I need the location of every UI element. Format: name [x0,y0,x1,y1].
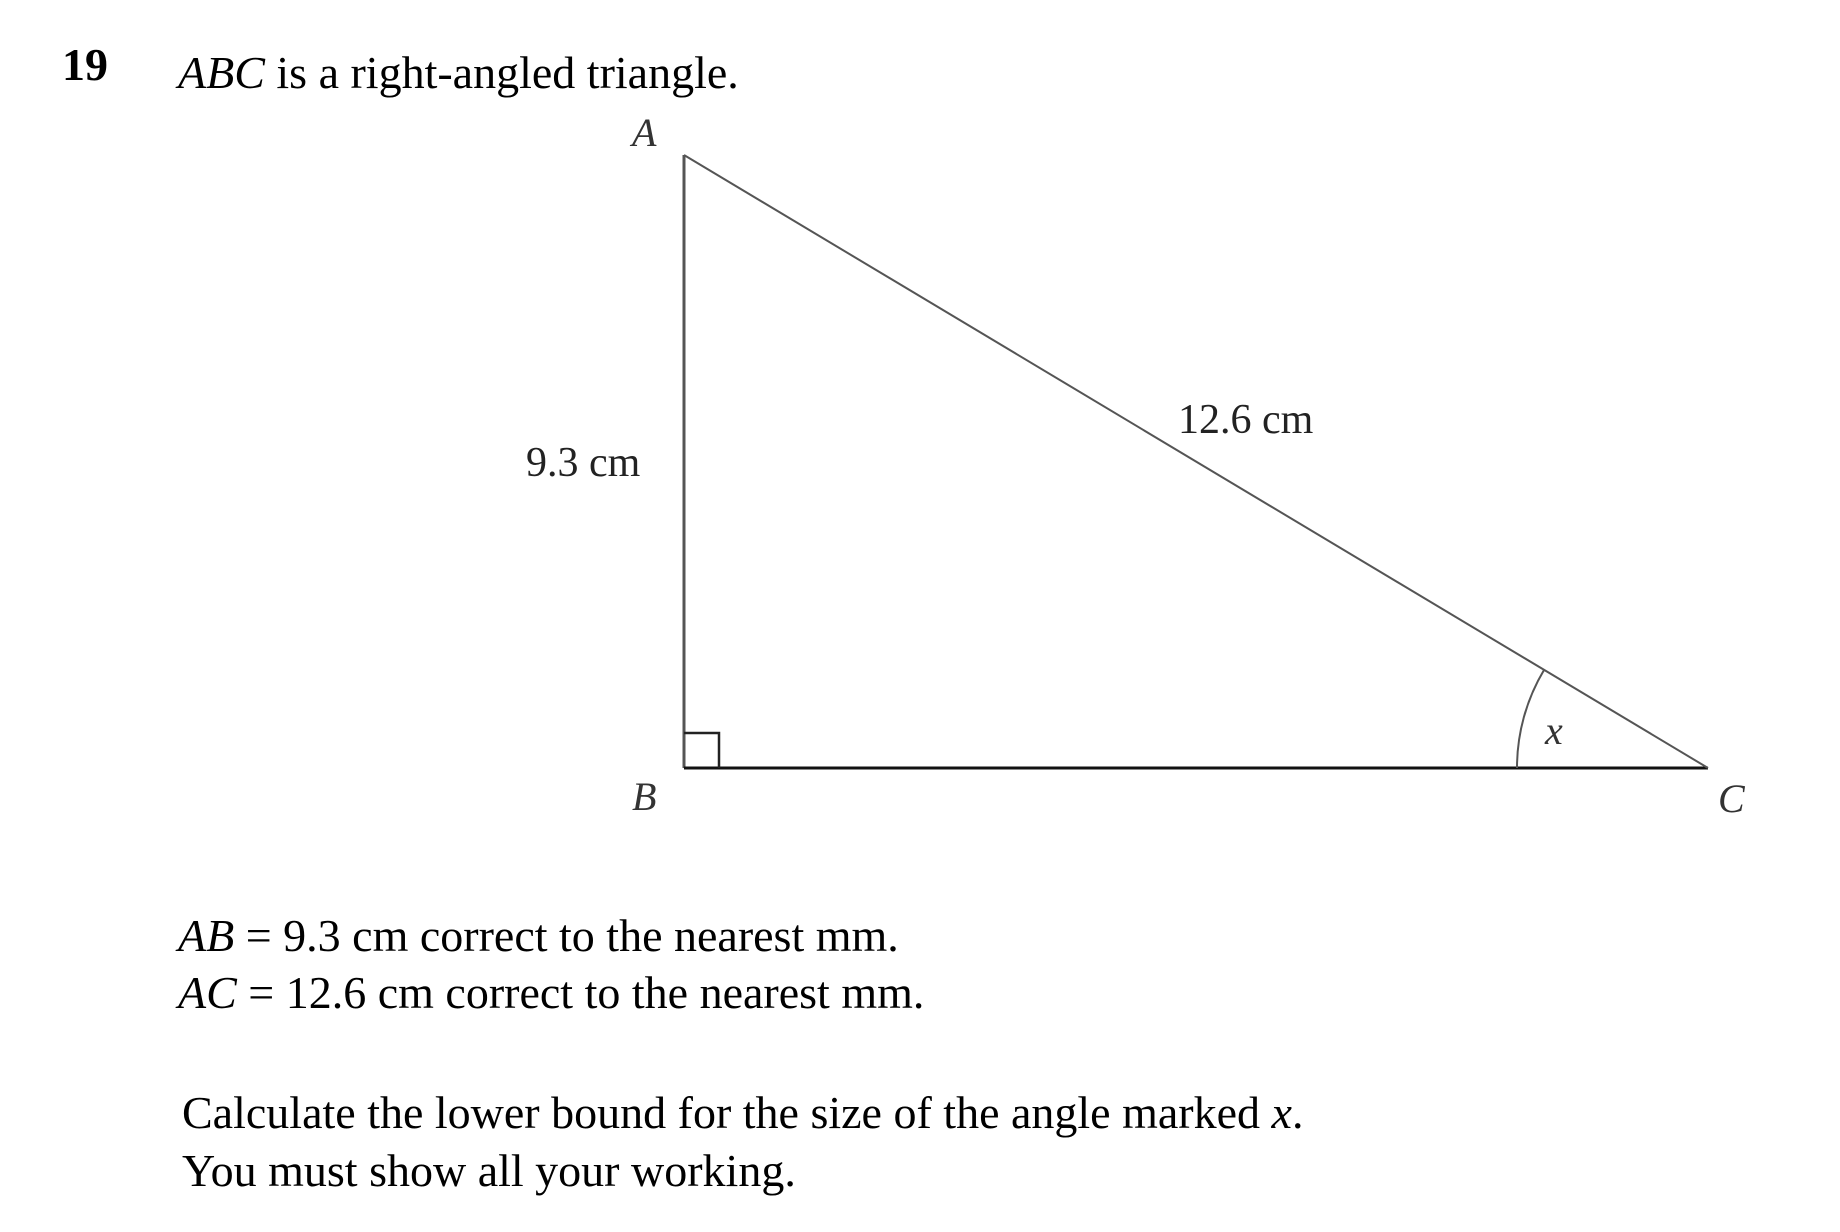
vertex-b-label: B [632,774,657,819]
side-ab-label: 9.3 cm [526,440,641,486]
side-ac [684,155,1708,768]
side-ac-label: 12.6 cm [1178,397,1314,443]
task-prefix: Calculate the lower bound for the size of the angle marked [182,1087,1272,1138]
task-variable: x [1271,1087,1292,1138]
angle-arc [1517,670,1544,768]
angle-x-label: x [1545,708,1563,753]
statement-ab-variable: AB [178,910,235,961]
statement-ab-text: = 9.3 cm correct to the nearest mm. [234,910,899,961]
title-text: is a right-angled triangle. [264,47,739,98]
task-text [182,1087,1304,1138]
instruction-text: You must show all your working. [182,1145,796,1196]
question-number: 19 [62,39,108,90]
vertex-c-label: C [1718,776,1745,821]
statement-ac-text: = 12.6 cm correct to the nearest mm. [236,967,925,1018]
statement-ac-variable: AC [178,967,237,1018]
title-variable: ABC [178,47,265,98]
task-suffix: . [1291,1087,1304,1138]
right-angle-marker [684,733,719,768]
vertex-a-label: A [632,110,657,155]
statement-ac [178,967,925,1018]
statement-ab [178,910,899,961]
